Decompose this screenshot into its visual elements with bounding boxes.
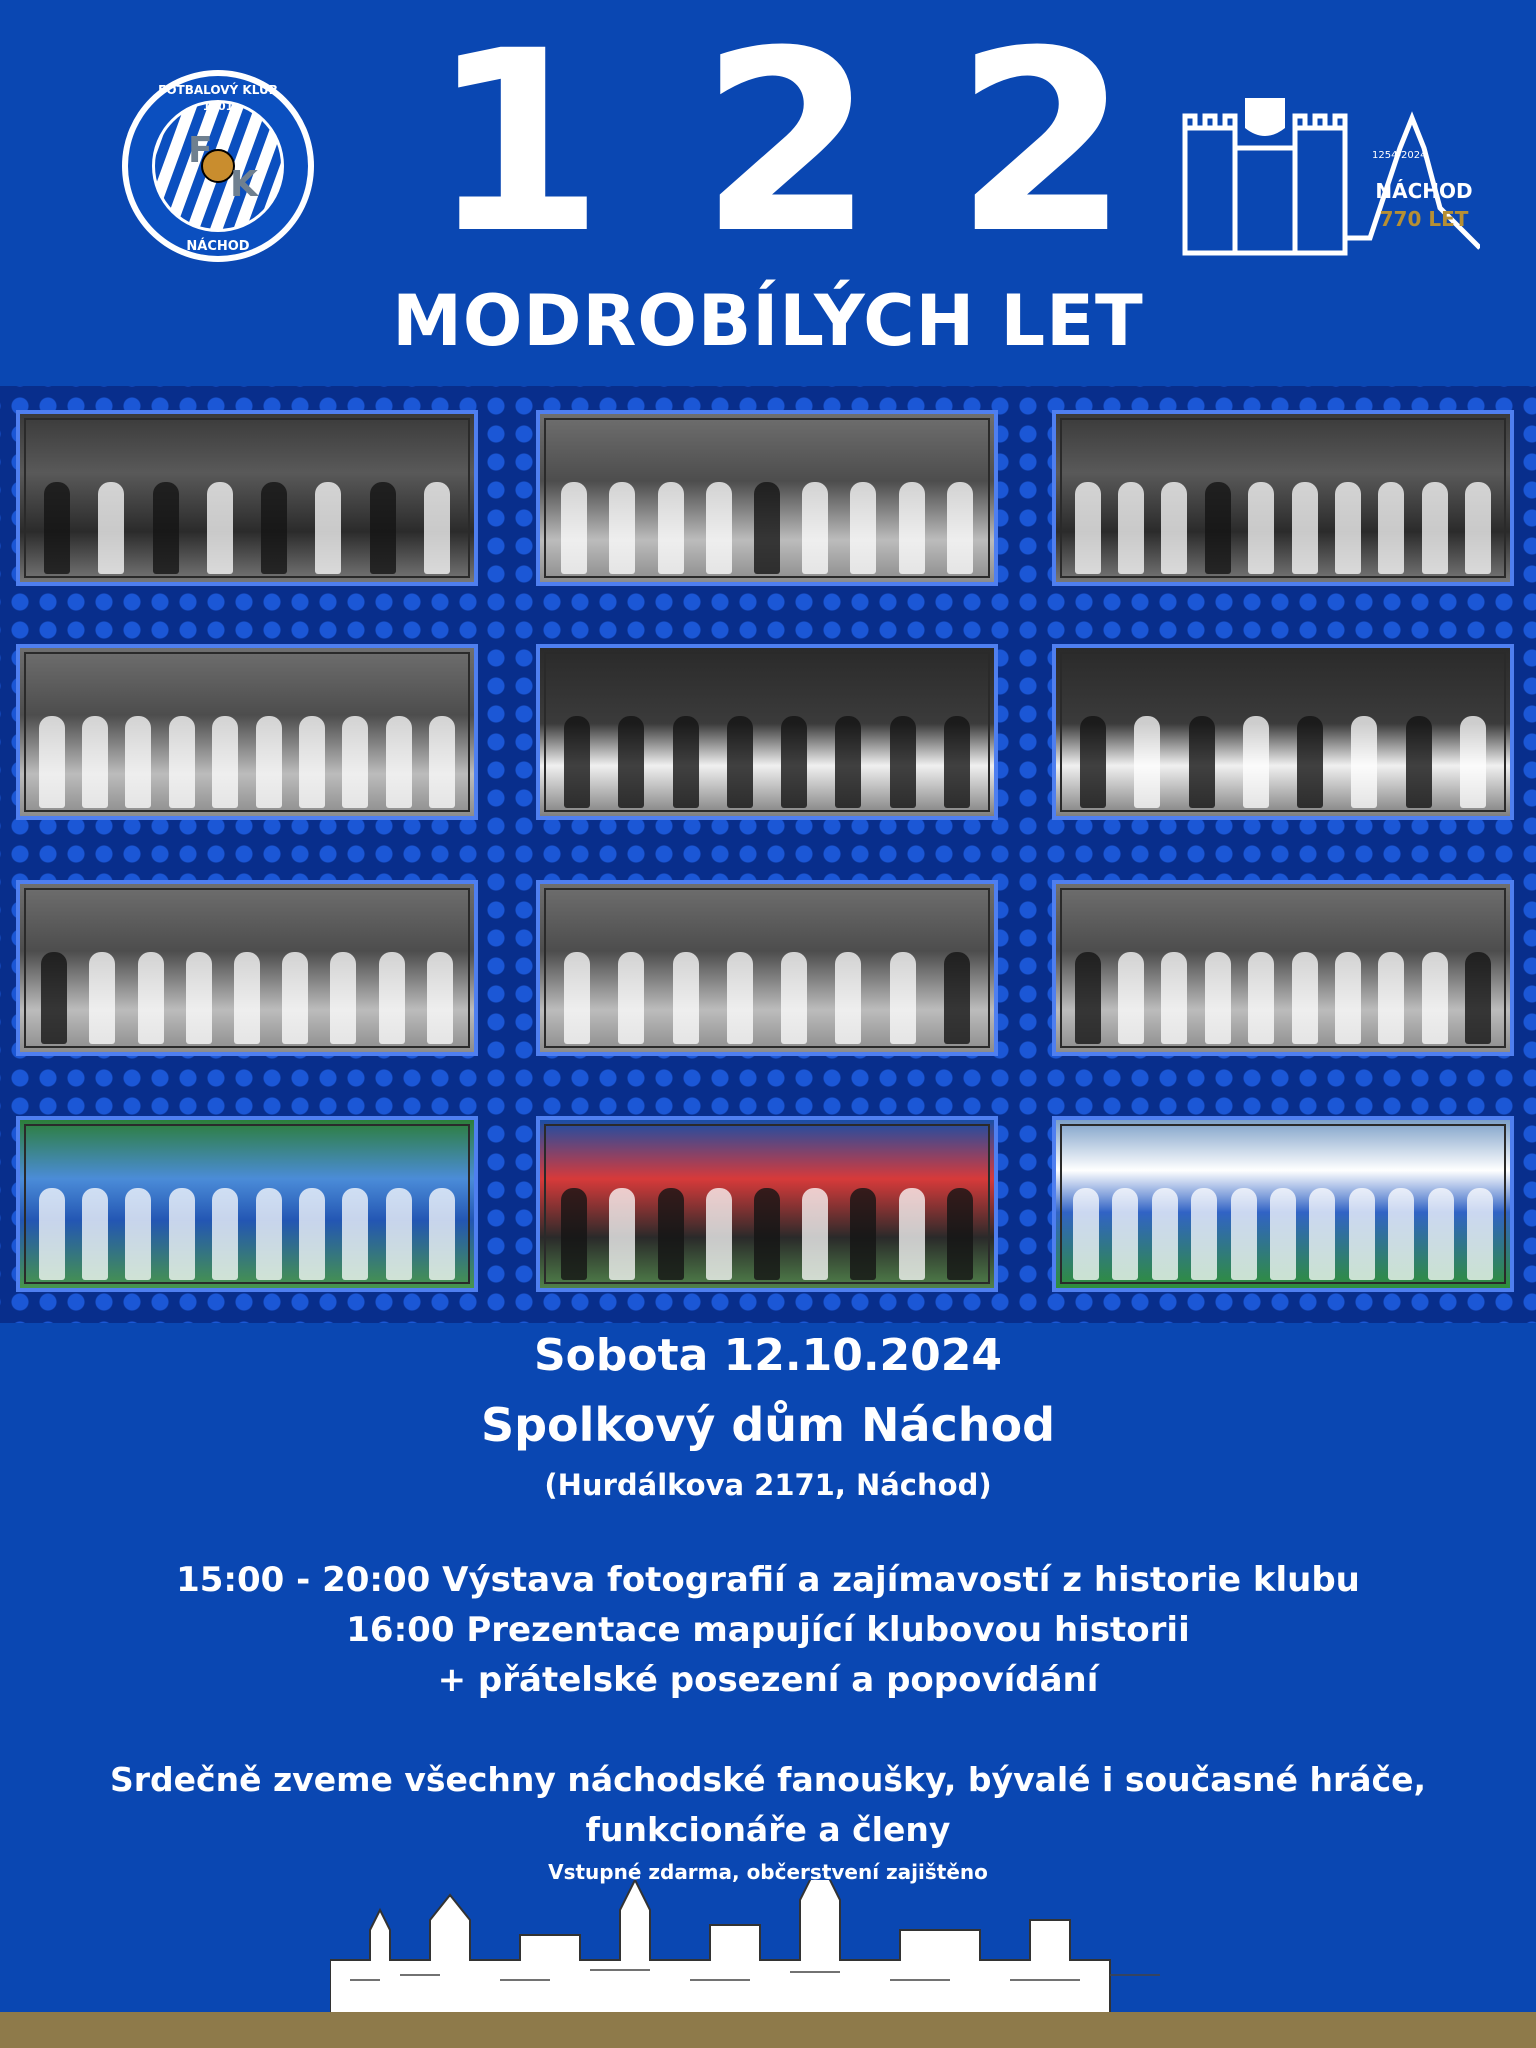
crest-year: 1901: [202, 100, 234, 113]
town-skyline-icon: [330, 1880, 1210, 2020]
event-note: Vstupné zdarma, občerstvení zajištěno: [548, 1860, 988, 1884]
digit-1: 1: [430, 0, 604, 288]
event-venue: Spolkový dům Náchod: [480, 1398, 1056, 1452]
town-anniversary: 770 LET: [1379, 207, 1469, 231]
program-line: 15:00 - 20:00 Výstava fotografií a zajímavostí z historie klubu: [176, 1560, 1360, 1600]
town-name: NÁCHOD: [1375, 179, 1473, 203]
crest-bottom-text: NÁCHOD: [186, 239, 250, 254]
team-photo: [536, 1116, 998, 1292]
team-photo: [16, 880, 478, 1056]
photo-gallery: [0, 386, 1536, 1323]
team-photo: [536, 644, 998, 820]
crest-letter-k: K: [230, 164, 258, 205]
event-address: (Hurdálkova 2171, Náchod): [544, 1468, 992, 1502]
team-photo: [536, 880, 998, 1056]
event-date: Sobota 12.10.2024: [533, 1330, 1003, 1381]
team-photo: [16, 410, 478, 586]
digit-3: 2: [955, 0, 1129, 288]
team-photo: [536, 410, 998, 586]
team-photo: [16, 644, 478, 820]
team-photo: [1052, 880, 1514, 1056]
digit-2: 2: [700, 0, 874, 288]
crest-letter-f: F: [188, 130, 213, 171]
poster-header: [0, 0, 1536, 386]
club-crest-icon: [120, 68, 316, 264]
gold-bottom-bar: [0, 2012, 1536, 2048]
team-photo: [1052, 410, 1514, 586]
town-years: 1254-2024: [1372, 150, 1427, 161]
crest-top-text: FOTBALOVÝ KLUB: [158, 83, 278, 97]
program-line: 16:00 Prezentace mapující klubovou historii: [346, 1610, 1190, 1650]
invitation-line: funkcionáře a členy: [585, 1810, 951, 1849]
invitation-line: Srdečně zveme všechny náchodské fanoušky, bývalé i současné hráče,: [110, 1760, 1426, 1799]
headline: MODROBÍLÝCH LET: [392, 280, 1144, 362]
team-photo: [16, 1116, 478, 1292]
team-photo: [1052, 1116, 1514, 1292]
team-photo: [1052, 644, 1514, 820]
town-castle-icon: [1180, 88, 1480, 268]
program-line: + přátelské posezení a popovídání: [437, 1660, 1099, 1700]
